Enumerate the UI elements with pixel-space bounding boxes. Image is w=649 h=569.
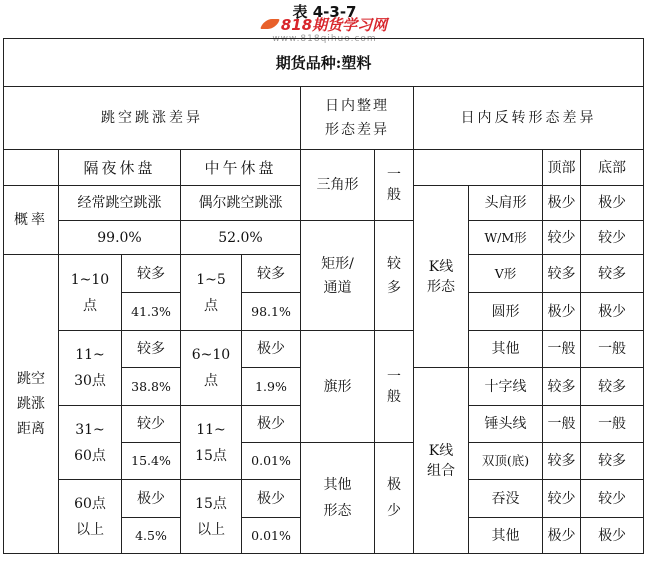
overnight-range: 60点 以上 (59, 480, 122, 554)
consolidation-level: 较 多 (375, 221, 414, 331)
reversal-bottom: 一般 (581, 331, 644, 368)
consolidation-section-header: 日内整理 形态差异 (301, 87, 414, 150)
noon-percent: 98.1% (242, 293, 301, 331)
reversal-name: 其他 (469, 518, 543, 554)
reversal-bottom: 一般 (581, 406, 644, 443)
reversal-top-header: 顶部 (543, 150, 581, 186)
table-title: 表 4-3-7 (292, 3, 357, 21)
overnight-level: 较少 (122, 406, 181, 443)
probability-label: 概率 (4, 186, 59, 255)
noon-level: 极少 (242, 406, 301, 443)
overnight-percent: 41.3% (122, 293, 181, 331)
consolidation-level: 一 般 (375, 150, 414, 221)
swoosh-icon (260, 19, 280, 29)
reversal-name: W/M形 (469, 221, 543, 255)
noon-range: 6~10 点 (181, 331, 242, 406)
reversal-section-header: 日内反转形态差异 (414, 87, 644, 150)
consolidation-shape: 矩形/ 通道 (301, 221, 375, 331)
reversal-bottom: 较多 (581, 443, 644, 480)
overnight-percent: 15.4% (122, 443, 181, 480)
reversal-name: 其他 (469, 331, 543, 368)
variety-header: 期货品种:塑料 (4, 39, 644, 87)
noon-header: 中午休盘 (181, 150, 301, 186)
overnight-percent: 38.8% (122, 368, 181, 406)
overnight-percent: 99.0% (59, 221, 181, 255)
reversal-top: 一般 (543, 406, 581, 443)
noon-level: 较多 (242, 255, 301, 293)
consolidation-level: 极 少 (375, 443, 414, 554)
overnight-level: 极少 (122, 480, 181, 518)
reversal-name: 双顶(底) (469, 443, 543, 480)
reversal-bottom: 极少 (581, 186, 644, 221)
reversal-bottom: 较多 (581, 368, 644, 406)
overnight-header: 隔夜休盘 (59, 150, 181, 186)
reversal-top: 较少 (543, 221, 581, 255)
reversal-name: 十字线 (469, 368, 543, 406)
noon-range: 1~5 点 (181, 255, 242, 331)
watermark-logo: 818期货学习网 (0, 17, 649, 33)
reversal-bottom: 极少 (581, 518, 644, 554)
kline-combo-label: K线 组合 (414, 368, 469, 554)
reversal-bottom: 较多 (581, 255, 644, 293)
reversal-top: 较多 (543, 255, 581, 293)
noon-level: 极少 (242, 480, 301, 518)
blank-cell (4, 150, 59, 186)
reversal-top: 极少 (543, 518, 581, 554)
reversal-name: V形 (469, 255, 543, 293)
reversal-name: 圆形 (469, 293, 543, 331)
watermark-url: www.818qihuo.com (272, 34, 377, 44)
reversal-name: 锤头线 (469, 406, 543, 443)
noon-percent: 0.01% (242, 443, 301, 480)
overnight-level: 较多 (122, 331, 181, 368)
kline-shape-label: K线 形态 (414, 186, 469, 368)
overnight-range: 1~10 点 (59, 255, 122, 331)
consolidation-shape: 旗形 (301, 331, 375, 443)
consolidation-shape: 三角形 (301, 150, 375, 221)
reversal-top: 较多 (543, 368, 581, 406)
reversal-top: 极少 (543, 293, 581, 331)
reversal-top: 较少 (543, 480, 581, 518)
gap-section-header: 跳空跳涨差异 (4, 87, 301, 150)
reversal-top: 较多 (543, 443, 581, 480)
distance-label: 跳空 跳涨 距离 (4, 255, 59, 554)
blank-cell (414, 150, 543, 186)
overnight-range: 11~ 30点 (59, 331, 122, 406)
overnight-level: 较多 (122, 255, 181, 293)
reversal-bottom: 极少 (581, 293, 644, 331)
consolidation-level: 一 般 (375, 331, 414, 443)
reversal-bottom-header: 底部 (581, 150, 644, 186)
reversal-name: 吞没 (469, 480, 543, 518)
noon-range: 15点 以上 (181, 480, 242, 554)
overnight-range: 31~ 60点 (59, 406, 122, 480)
noon-percent: 0.01% (242, 518, 301, 554)
overnight-percent: 4.5% (122, 518, 181, 554)
noon-percent: 52.0% (181, 221, 301, 255)
noon-range: 11~ 15点 (181, 406, 242, 480)
noon-level: 极少 (242, 331, 301, 368)
reversal-bottom: 较少 (581, 480, 644, 518)
reversal-name: 头肩形 (469, 186, 543, 221)
noon-frequency: 偶尔跳空跳涨 (181, 186, 301, 221)
noon-percent: 1.9% (242, 368, 301, 406)
reversal-top: 极少 (543, 186, 581, 221)
consolidation-shape: 其他 形态 (301, 443, 375, 554)
comparison-table (3, 38, 644, 554)
reversal-bottom: 较少 (581, 221, 644, 255)
reversal-top: 一般 (543, 331, 581, 368)
overnight-frequency: 经常跳空跳涨 (59, 186, 181, 221)
